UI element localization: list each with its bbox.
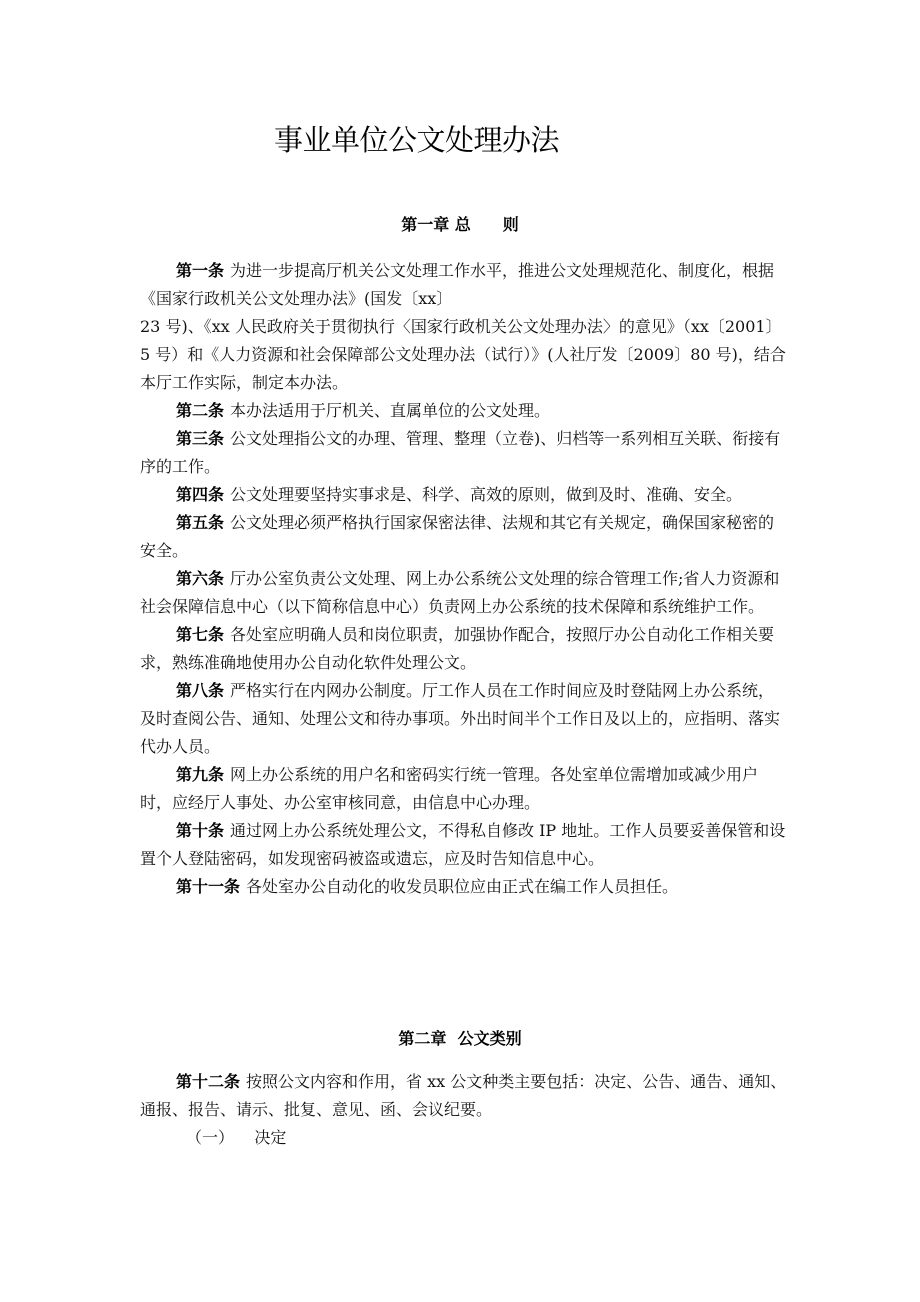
article-3 xyxy=(140,425,790,481)
article-text: 为进一步提高厅机关公文处理工作水平，推进公文处理规范化、制度化，根据《国家行政机关公文处理办法》(国发〔xx〕 xyxy=(140,261,775,308)
article-10 xyxy=(140,817,790,873)
article-label: 第五条 xyxy=(176,513,225,532)
article-label: 第三条 xyxy=(176,429,225,448)
chapter-1-heading: 第一章 总 则 xyxy=(401,215,519,234)
article-label: 第六条 xyxy=(176,569,225,588)
article-2 xyxy=(140,397,790,425)
article-text: 通过网上办公系统处理公文，不得私自修改 IP 地址。工作人员要妥善保管和设置个人登陆密码，如发现密码被盗或遗忘，应及时告知信息中心。 xyxy=(140,821,786,868)
article-7 xyxy=(140,621,790,677)
article-text: 厅办公室负责公文处理、网上办公系统公文处理的综合管理工作;省人力资源和社会保障信息中心（以下简称信息中心）负责网上办公系统的技术保障和系统维护工作。 xyxy=(140,569,780,616)
article-text: 网上办公系统的用户名和密码实行统一管理。各处室单位需增加或减少用户时，应经厅人事处、办公室审核同意，由信息中心办理。 xyxy=(140,765,759,812)
article-text: 各处室应明确人员和岗位职责，加强协作配合，按照厅办公自动化工作相关要求，熟练准确地使用办公自动化软件处理公文。 xyxy=(140,625,775,672)
chapter-2-body xyxy=(140,1068,790,1152)
article-label: 第七条 xyxy=(176,625,225,644)
article-text: 各处室办公自动化的收发员职位应由正式在编工作人员担任。 xyxy=(246,877,679,896)
article-text: 公文处理必须严格执行国家保密法律、法规和其它有关规定，确保国家秘密的安全。 xyxy=(140,513,775,560)
article-label: 第四条 xyxy=(176,485,225,504)
list-item-decision xyxy=(140,1124,790,1152)
article-1 xyxy=(140,257,790,397)
list-item-text: 决定 xyxy=(254,1128,287,1147)
article-label: 第十条 xyxy=(176,821,225,840)
list-item-number: （一） xyxy=(186,1128,235,1147)
article-text: 公文处理指公文的办理、管理、整理（立卷)、归档等一系列相互关联、衔接有序的工作。 xyxy=(140,429,781,476)
document-title: 事业单位公文处理办法 xyxy=(274,123,560,157)
article-5 xyxy=(140,509,790,565)
chapter-1-body xyxy=(140,257,790,901)
article-label: 第九条 xyxy=(176,765,225,784)
article-label: 第二条 xyxy=(176,401,225,420)
article-4 xyxy=(140,481,790,509)
article-11 xyxy=(140,873,790,901)
article-12 xyxy=(140,1068,790,1124)
article-8 xyxy=(140,677,790,761)
article-label: 第一条 xyxy=(176,261,225,280)
article-label: 第十二条 xyxy=(176,1072,241,1091)
article-6 xyxy=(140,565,790,621)
article-text: 按照公文内容和作用，省 xx 公文种类主要包括：决定、公告、通告、通知、通报、报告、请示、批复、意见、函、会议纪要。 xyxy=(140,1072,787,1119)
article-text: 严格实行在内网办公制度。厅工作人员在工作时间应及时登陆网上办公系统，及时查阅公告、通知、处理公文和待办事项。外出时间半个工作日及以上的，应指明、落实代办人员。 xyxy=(140,681,781,756)
article-label: 第十一条 xyxy=(176,877,241,896)
article-9 xyxy=(140,761,790,817)
article-text: 公文处理要坚持实事求是、科学、高效的原则，做到及时、准确、安全。 xyxy=(230,485,743,504)
article-text: 本办法适用于厅机关、直属单位的公文处理。 xyxy=(230,401,551,420)
article-text-continued: 23 号)、《xx 人民政府关于贯彻执行〈国家行政机关公文处理办法〉的意见》（xx〔2001〕5 号）和《人力资源和社会保障部公文处理办法（试行）》(人社厅发〔2009〕80 号)，结合本厅工作实际，制定本办法。 xyxy=(140,317,786,392)
chapter-2-heading: 第二章 公文类别 xyxy=(398,1029,522,1048)
article-label: 第八条 xyxy=(176,681,225,700)
